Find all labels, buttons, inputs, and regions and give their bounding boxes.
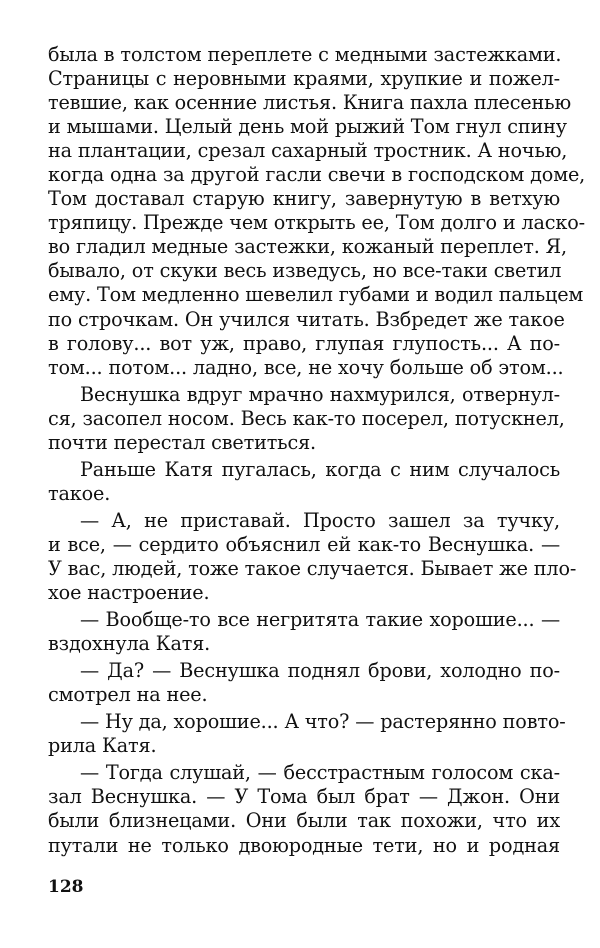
paragraph (48, 761, 560, 857)
text-line: во гладил медные застежки, кожаный переплет. Я, (48, 235, 567, 259)
text-line: — Ну да, хорошие... А что? — растерянно повто- (80, 710, 566, 734)
text-line: были близнецами. Они были так похожи, что их (48, 809, 560, 833)
text-line: на плантации, срезал сахарный тростник. А ночью, (48, 139, 568, 163)
text-line: Раньше Катя пугалась, когда с ним случалось (80, 457, 560, 481)
paragraph (48, 508, 577, 605)
text-line: смотрел на нее. (48, 683, 208, 707)
text-line: и мышами. Целый день мой рыжий Том гнул спину (48, 115, 567, 139)
text-line: — Тогда слушай, — бесстрастным голосом ска- (80, 761, 560, 785)
text-line: том... потом... ладно, все, не хочу больше об этом... (48, 355, 564, 379)
text-line: ему. Том медленно шевелил губами и водил пальцем (48, 283, 584, 307)
paragraph (48, 608, 560, 656)
text-line: путали не только двоюродные тети, но и родная (48, 833, 560, 857)
paragraph (48, 382, 565, 455)
text-line: Веснушка вдруг мрачно нахмурился, отвернул- (80, 382, 560, 406)
text-line: — Вообще-то все негритята такие хорошие... — (80, 608, 560, 632)
text-line: — Да? — Веснушка поднял брови, холодно по- (80, 659, 560, 683)
text-line: и все, — сердито объяснил ей как-то Веснушка. — (48, 532, 560, 556)
text-line: вздохнула Катя. (48, 632, 211, 656)
text-line: бывало, от скуки весь изведусь, но все-таки светил (48, 259, 562, 283)
text-line: Страницы с неровными краями, хрупкие и пожел- (48, 67, 560, 91)
paragraph (48, 710, 566, 758)
text-line: по строчкам. Он учился читать. Взбредет же такое (48, 307, 565, 331)
text-line: хое настроение. (48, 581, 210, 605)
text-line: зал Веснушка. — У Тома был брат — Джон. Они (48, 785, 560, 809)
text-line: была в толстом переплете с медными застежками. (48, 43, 562, 66)
text-line: — А, не приставай. Просто зашел за тучку, (80, 508, 560, 532)
paragraph (48, 458, 560, 506)
text-line: почти перестал светиться. (48, 430, 316, 454)
text-line: рила Катя. (48, 734, 157, 758)
page-body (48, 43, 586, 861)
text-line: в голову... вот уж, право, глупая глупость... А по- (48, 331, 560, 355)
page-number: 128 (48, 877, 84, 897)
text-line: тряпицу. Прежде чем открыть ее, Том долго и ласко- (48, 211, 585, 235)
text-line: такое. (48, 481, 111, 505)
paragraph (48, 659, 560, 707)
text-line: когда одна за другой гасли свечи в господском доме, (48, 163, 586, 187)
text-line: Том доставал старую книгу, завернутую в ветхую (48, 187, 560, 211)
text-line: тевшие, как осенние листья. Книга пахла плесенью (48, 91, 572, 115)
paragraph (48, 43, 586, 380)
text-line: У вас, людей, тоже такое случается. Бывает же пло- (48, 556, 577, 580)
text-line: ся, засопел носом. Весь как-то посерел, потускнел, (48, 406, 565, 430)
